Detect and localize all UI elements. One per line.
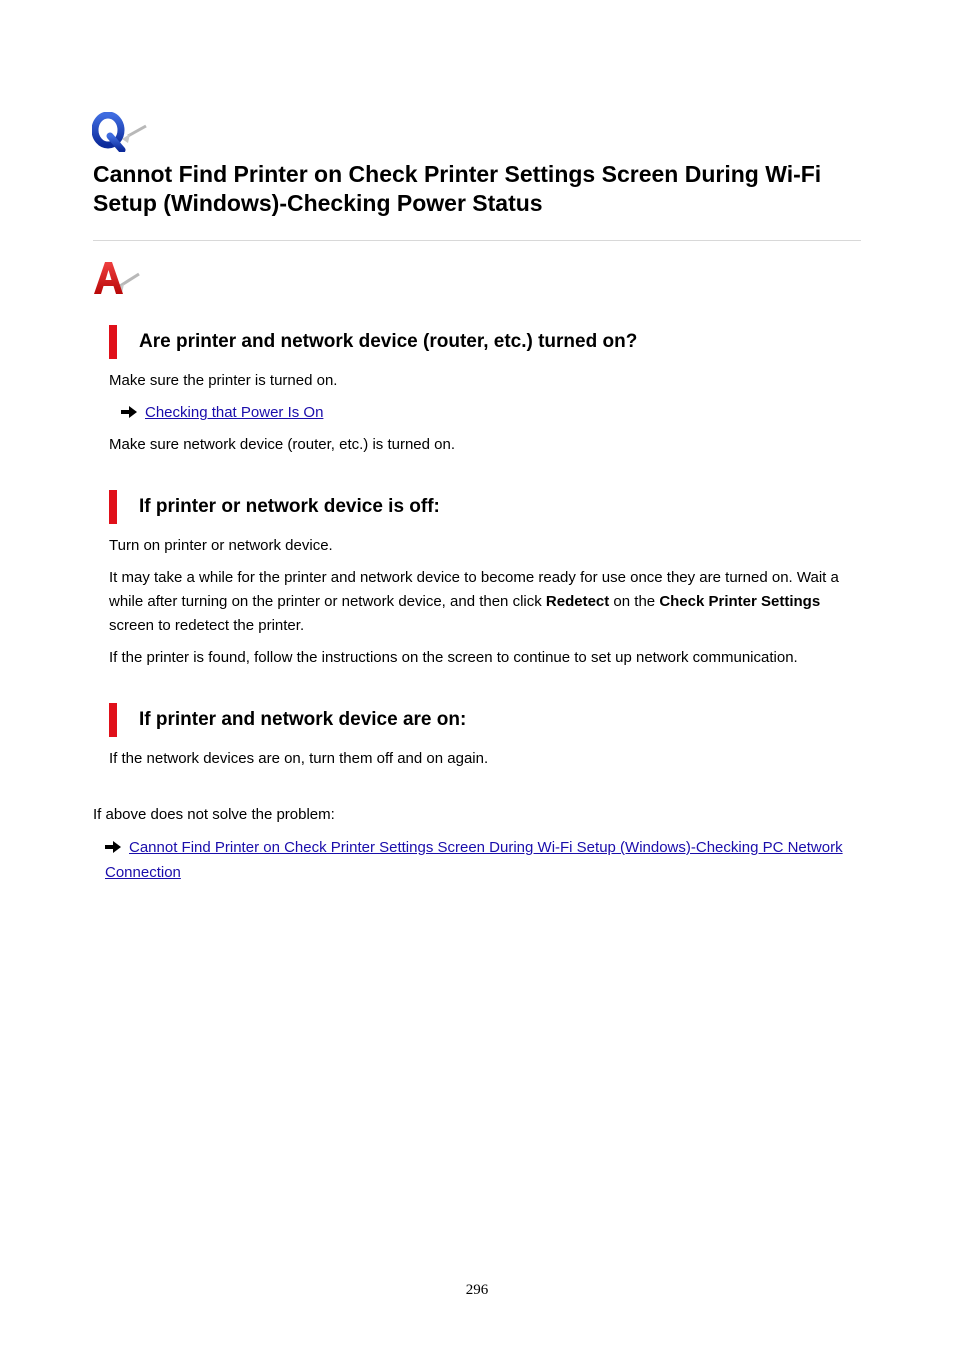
paragraph: Make sure network device (router, etc.) is turned on. [109,436,455,453]
section-heading-device-on: If printer and network device are on: [109,703,466,737]
redetect-term: Redetect [545,593,610,610]
right-arrow-icon [121,406,137,418]
right-arrow-icon [105,841,121,853]
text: screen to redetect the printer. [109,617,305,634]
question-q-icon [92,112,148,152]
section-heading-power-check: Are printer and network device (router, etc.) turned on? [109,325,637,359]
check-printer-settings-term: Check Printer Settings [659,593,821,610]
paragraph: If the printer is found, follow the instructions on the screen to continue to set up network communication. [109,649,798,666]
link-row [121,401,323,425]
checking-pc-network-link[interactable]: Cannot Find Printer on Check Printer Settings Screen During Wi-Fi Setup (Windows)-Checking PC Network Connection [105,839,843,881]
checking-power-link[interactable]: Checking that Power Is On [145,404,324,421]
text: It may take a while for the printer and network device to become ready for use once they are turned on. Wait a while after turning on the printer or network device, and then click [109,569,839,610]
footer-link-row [105,835,845,885]
page-title: Cannot Find Printer on Check Printer Settings Screen During Wi-Fi Setup (Windows)-Checking Power Status [93,161,822,216]
paragraph: If the network devices are on, turn them off and on again. [109,750,489,767]
footer-intro: If above does not solve the problem: [93,806,335,823]
paragraph-redetect [109,566,859,638]
page-number: 296 [465,1282,489,1298]
title-divider [93,240,861,241]
paragraph: Turn on printer or network device. [109,537,333,554]
text: on the [609,593,660,610]
section-heading-device-off: If printer or network device is off: [109,490,440,524]
paragraph: Make sure the printer is turned on. [109,372,338,389]
answer-a-icon [92,258,142,298]
